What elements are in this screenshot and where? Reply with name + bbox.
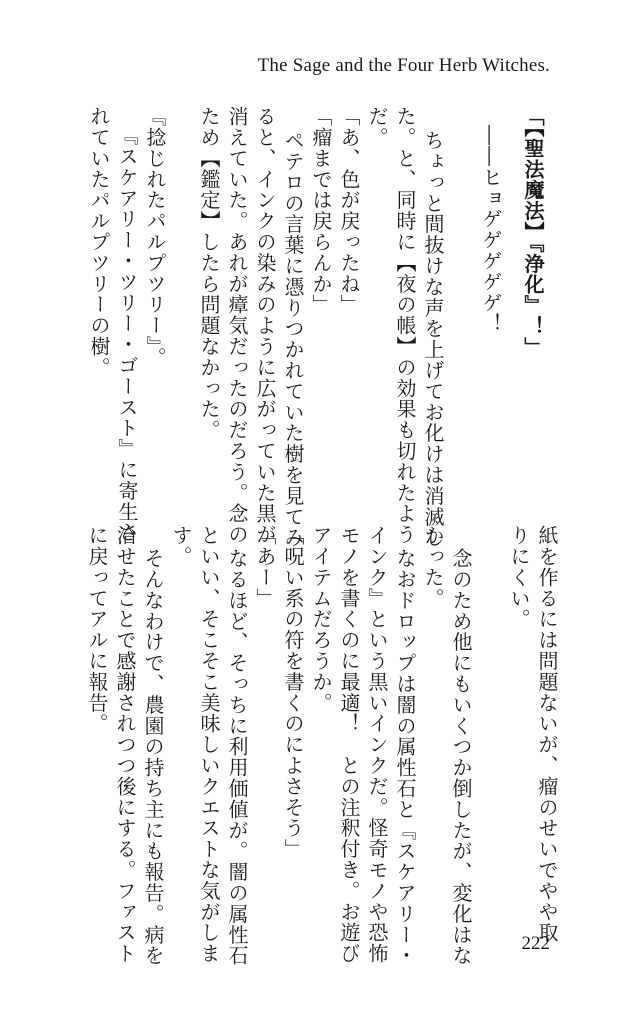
page-number: 222: [521, 933, 550, 954]
text-column: に戻ってアルに報告。: [85, 525, 109, 734]
text-column: 念のため他にもいくつか倒したが、変化はな: [449, 548, 473, 966]
text-column: だ。: [365, 106, 389, 148]
text-column: りにくい。: [507, 525, 531, 630]
text-column: 「あー」: [253, 525, 277, 609]
text-column: そんなわけで、農園の持ち主にも報告。病を: [141, 548, 165, 966]
text-column: ちょっと間抜けな声を上げてお化けは消滅し: [421, 130, 445, 548]
text-column: ――ヒョゲゲゲゲゲ！: [479, 125, 503, 334]
running-header: The Sage and the Four Herb Witches.: [257, 55, 550, 76]
text-column: 「瘤までは戻らんか」: [309, 106, 333, 315]
text-column: 「あ、色が戻ったね」: [337, 106, 361, 315]
text-column: 『スケアリー・ツリー・ゴースト』に寄生さ: [115, 125, 139, 543]
text-column: なおドロップは闇の属性石と『スケアリー・: [393, 548, 417, 966]
text-column: ため【鑑定】したら問題なかった。: [197, 106, 221, 441]
text-column: モノを書くのに最適！ との注釈付き。お遊び: [337, 525, 361, 964]
text-column: 消えていた。あれが瘴気だったのだろう。念の: [225, 106, 249, 545]
text-column: 『捻じれたパルプツリー』。: [143, 106, 167, 368]
text-column: 治せたことで感謝されつつ後にする。ファスト: [113, 525, 137, 964]
text-column: 紙を作るには問題ないが、瘤のせいでやや取: [535, 525, 559, 943]
text-column: かった。: [421, 525, 445, 609]
text-column: ペテロの言葉に憑りつかれていた樹を見てみ: [281, 130, 305, 548]
text-column: ると、インクの染みのように広がっていた黒が: [253, 106, 277, 545]
text-column: た。と、同時に【夜の帳】の効果も切れたよう: [393, 106, 417, 545]
text-column: インク』という黒いインクだ。怪奇モノや恐怖: [365, 525, 389, 964]
text-column: といい、そこそこ美味しいクエストな気がしま: [197, 525, 221, 964]
text-column: れていたパルプツリーの樹。: [87, 106, 111, 378]
text-column: 「【聖法魔法】『浄化』！」: [521, 106, 545, 358]
text-column: 「呪い系の符を書くのによさそう」: [281, 525, 305, 860]
text-column: なるほど、そっちに利用価値が。闇の属性石: [225, 548, 249, 966]
text-column: す。: [169, 525, 193, 567]
text-column: アイテムだろうか。: [309, 525, 333, 714]
